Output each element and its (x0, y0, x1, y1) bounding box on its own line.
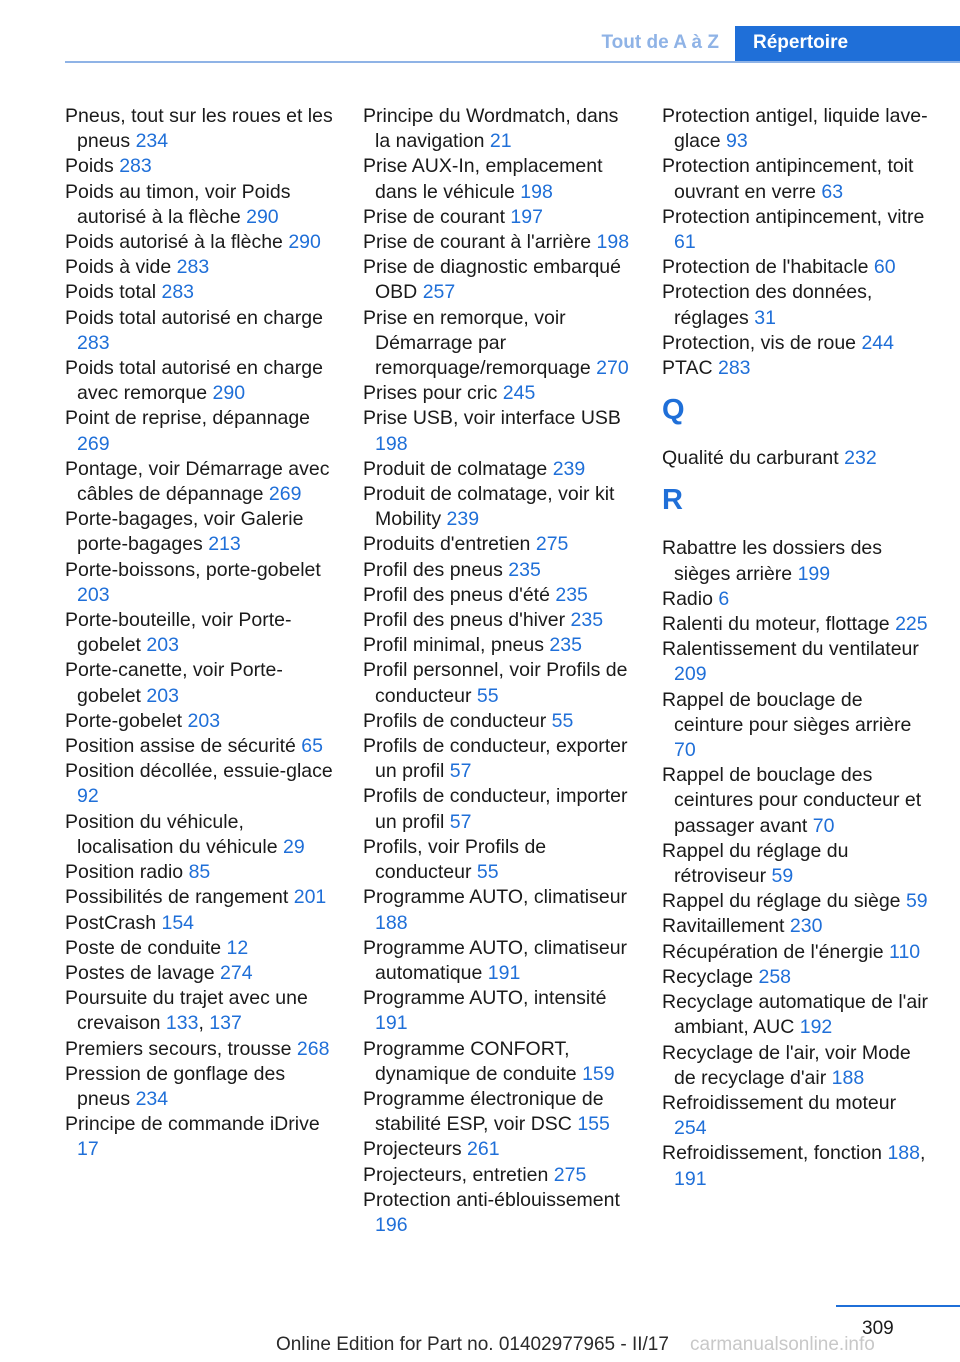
page-reference-link[interactable]: 261 (467, 1138, 500, 1161)
index-entry-text: Rappel de bouclage des ceintures pour conducteur et passager avant (662, 764, 922, 837)
index-entry-text: Prise de courant à l'arrière (363, 231, 592, 254)
index-entry-text: Recyclage de l'air, voir Mode de recyclage d'air (662, 1041, 911, 1089)
index-column-2 (363, 104, 635, 1238)
index-entry-text: Prise de diagnostic embarqué OBD (363, 256, 621, 304)
index-entry (363, 1188, 635, 1238)
index-entry-text: Position du véhicule, localisation du véhicule (65, 810, 278, 858)
index-entry-text: Rappel de bouclage de ceinture pour sièges arrière (662, 688, 912, 736)
index-entry (65, 406, 337, 456)
page-reference-link[interactable]: 235 (508, 558, 541, 581)
page-reference-link[interactable]: 275 (553, 1163, 587, 1186)
index-letter-heading: Q (662, 394, 685, 427)
index-entry (662, 1091, 934, 1141)
index-entry (65, 255, 337, 280)
index-entry-text: Poids à vide (65, 256, 172, 279)
page-reference-link[interactable]: 188 (831, 1066, 865, 1089)
index-entry (65, 1062, 337, 1112)
index-entry (65, 961, 337, 986)
page-reference-link[interactable]: 245 (502, 382, 536, 405)
page-reference-link[interactable]: 191 (674, 1167, 707, 1190)
page-reference-link[interactable]: 269 (77, 432, 110, 455)
index-entry-text: Pneus, tout sur les roues et les pneus (65, 105, 333, 153)
page-reference-link[interactable]: 283 (717, 357, 751, 380)
index-entry (662, 154, 934, 204)
index-entry (363, 936, 635, 986)
index-entry-text: Poste de conduite (65, 936, 222, 959)
index-entry (662, 839, 934, 889)
index-entry-text: Programme AUTO, intensité (363, 987, 607, 1010)
index-entry-text: Produit de colmatage (363, 457, 548, 480)
index-entry-text: Pontage, voir Démarrage avec câbles de dépannage (65, 457, 330, 506)
page-reference-link[interactable]: 70 (812, 814, 835, 837)
page-reference-link[interactable]: 213 (208, 533, 241, 556)
page-reference-link[interactable]: 65 (301, 735, 323, 758)
index-entry (363, 205, 635, 230)
page-reference-link[interactable]: 283 (77, 331, 110, 354)
index-entry-text: Profil des pneus (363, 558, 503, 581)
index-entry (65, 1037, 337, 1062)
index-entry (662, 255, 934, 280)
index-entry-text: Protection des données, réglages (662, 281, 873, 329)
page-reference-link[interactable]: 55 (551, 709, 574, 732)
index-entry-text: Recyclage (662, 965, 754, 988)
index-entry-text: Porte-gobelet (65, 709, 183, 732)
index-entry (662, 1041, 934, 1091)
index-entry-text: Principe du Wordmatch, dans la navigation (363, 105, 619, 153)
index-entry-text: Profils de conducteur, exporter un profil (363, 735, 628, 783)
index-entry-text: Protection de l'habitacle (662, 256, 869, 279)
index-entry (662, 331, 934, 356)
page-reference-link[interactable]: 133 (165, 1012, 199, 1035)
index-entry (65, 356, 337, 406)
index-entry-text: Protection antigel, liquide lave-glace (662, 105, 928, 153)
index-entry-text: Poids total (65, 281, 157, 304)
index-entry (662, 914, 934, 939)
index-entry-text: Prises pour cric (363, 382, 498, 405)
index-entry (363, 658, 635, 708)
page-reference-link[interactable]: 154 (161, 911, 195, 934)
index-entry-text: Profils, voir Profils de conducteur (363, 835, 547, 884)
index-entry-text: Poursuite du trajet avec une crevaison (65, 987, 308, 1035)
index-entry (662, 446, 934, 471)
index-entry-text: Profil minimal, pneus (363, 634, 544, 657)
index-entry-text: Prise AUX-In, emplacement dans le véhicule (363, 155, 603, 203)
page-reference-link[interactable]: 244 (861, 331, 894, 354)
index-entry-text: Recyclage automatique de l'air ambiant, AUC (662, 991, 929, 1039)
index-entry (65, 104, 337, 154)
page-reference-link[interactable]: 29 (282, 835, 305, 858)
index-entry (65, 911, 337, 936)
page-reference-link[interactable]: 203 (146, 634, 179, 657)
page-reference-link[interactable]: 191 (487, 961, 521, 984)
page-reference-link[interactable]: 159 (582, 1062, 615, 1085)
index-entry (662, 965, 934, 990)
index-entry-text: Poids total autorisé en charge (65, 306, 323, 329)
index-entry-text: Produit de colmatage, voir kit Mobility (363, 483, 615, 531)
page-reference-link[interactable]: 283 (176, 256, 210, 279)
index-letter-heading: R (662, 484, 683, 517)
page-reference-link[interactable]: 110 (889, 940, 921, 963)
index-entry-text: Poids total autorisé en charge avec remorque (65, 357, 323, 405)
index-entry-text: Prise USB, voir interface USB (363, 407, 621, 430)
index-entry-text: Rabattre les dossiers des sièges arrière (662, 537, 883, 585)
index-entry-text: Position assise de sécurité (65, 735, 296, 758)
index-entry-text: Refroidissement, fonction (662, 1142, 883, 1165)
index-entry-text: Projecteurs, entretien (363, 1163, 549, 1186)
index-entry-text: Récupération de l'énergie (662, 940, 884, 963)
page-reference-link[interactable]: 6 (718, 587, 730, 610)
index-entry-text: Protection antipincement, vitre (662, 205, 925, 228)
index-entry (662, 763, 934, 839)
page-reference-link[interactable]: 235 (549, 634, 582, 657)
index-entry (65, 280, 337, 305)
page-reference-link[interactable]: 290 (246, 205, 279, 228)
index-entry (662, 990, 934, 1040)
page-reference-link[interactable]: 63 (821, 180, 844, 203)
index-entry-text: Prise de courant (363, 205, 505, 228)
index-entry (65, 180, 337, 230)
index-entry (363, 1037, 635, 1087)
index-entry (65, 860, 337, 885)
index-entry-text: Porte-canette, voir Porte-gobelet (65, 659, 283, 707)
page-reference-link[interactable]: 203 (146, 684, 179, 707)
page-reference-link[interactable]: 234 (135, 130, 169, 153)
index-entry-text: Ralenti du moteur, flottage (662, 613, 890, 636)
index-entry-text: Projecteurs (363, 1138, 462, 1161)
page-reference-link[interactable]: 188 (375, 911, 408, 934)
page-reference-link[interactable]: 21 (489, 130, 512, 153)
index-entry-text: PTAC (662, 357, 713, 380)
index-entry (65, 709, 337, 734)
page-reference-link[interactable]: 269 (268, 483, 302, 506)
index-entry-text: Ravitaillement (662, 915, 785, 938)
index-entry-text: Refroidissement du moteur (662, 1091, 897, 1114)
index-entry-text: Porte-bagages, voir Galerie porte-bagages (65, 508, 304, 556)
index-entry-text: Prise en remorque, voir Démarrage par remorquage/remorquage (363, 306, 591, 380)
index-entry (363, 532, 635, 557)
page-reference-link[interactable]: 155 (577, 1113, 610, 1136)
index-entry (363, 784, 635, 834)
index-entry (662, 205, 934, 255)
index-entry-text: Position radio (65, 861, 184, 884)
index-entry (65, 658, 337, 708)
index-entry (662, 280, 934, 330)
index-entry-text: Porte-boissons, porte-gobelet (65, 558, 321, 581)
page-reference-link[interactable]: 270 (596, 357, 629, 380)
index-entry-text: Pression de gonflage des pneus (65, 1062, 286, 1110)
page-reference-link[interactable]: 198 (375, 432, 408, 455)
page-reference-link[interactable]: 235 (555, 583, 588, 606)
index-entry (363, 104, 635, 154)
page-reference-link[interactable]: 93 (726, 130, 748, 153)
index-entry-text: Principe de commande iDrive (65, 1113, 320, 1136)
index-entry-text: Produits d'entretien (363, 533, 531, 556)
index-column-3 (662, 104, 934, 1192)
index-entry (363, 306, 635, 382)
page-reference-link[interactable]: 31 (754, 306, 776, 329)
index-entry-text: Porte-bouteille, voir Porte-gobelet (65, 609, 292, 657)
index-entry: Poursuite du trajet avec une crevaison 133, 137 (65, 987, 308, 1035)
page-reference-link[interactable]: 239 (446, 508, 480, 531)
edition-note: Online Edition for Part no. 01402977965 - II/17 (276, 1334, 669, 1355)
page-reference-link[interactable]: 283 (119, 155, 152, 178)
index-entry (363, 709, 635, 734)
index-entry (662, 104, 934, 154)
index-entry-text: Premiers secours, trousse (65, 1037, 292, 1060)
index-entry (662, 612, 934, 637)
page-reference-link[interactable]: 12 (226, 936, 249, 959)
page-reference-link[interactable]: 283 (161, 281, 195, 304)
page-reference-link[interactable]: 203 (77, 583, 110, 606)
index-entry-text: Profil des pneus d'hiver (363, 609, 566, 632)
index-entry (363, 457, 635, 482)
index-entry (65, 810, 337, 860)
index-entry-text: Poids autorisé à la flèche (65, 231, 283, 254)
index-entry (363, 230, 635, 255)
index-entry (662, 536, 934, 586)
index-entry-text: Ralentissement du ventilateur (662, 638, 919, 661)
page-reference-link[interactable]: 57 (449, 810, 472, 833)
index-entry (662, 637, 934, 687)
index-entry-text: Programme électronique de stabilité ESP, voir DSC (363, 1087, 604, 1136)
page-reference-link[interactable]: 258 (758, 965, 792, 988)
page-reference-link[interactable]: 60 (873, 256, 896, 279)
index-entry-text: Rappel du réglage du siège (662, 890, 901, 913)
page-reference-link[interactable]: 197 (510, 205, 543, 228)
page-reference-link[interactable]: 201 (293, 886, 327, 909)
index-entry (363, 583, 635, 608)
index-entry (65, 154, 337, 179)
index-entry-text: Profil personnel, voir Profils de conducteur (363, 659, 628, 707)
index-entry (65, 885, 337, 910)
index-entry (65, 306, 337, 356)
page-reference-link[interactable]: 232 (844, 447, 877, 470)
page-reference-link[interactable]: 59 (771, 865, 794, 888)
index-entry-text: Poids au timon, voir Poids autorisé à la flèche (65, 180, 291, 228)
index-entry-text: Profil des pneus d'été (363, 583, 550, 606)
page-reference-link[interactable]: 239 (552, 457, 586, 480)
index-entry (363, 558, 635, 583)
index-entry (363, 482, 635, 532)
index-entry (65, 608, 337, 658)
index-entry-text: Postes de lavage (65, 961, 215, 984)
index-entry-text: Profils de conducteur (363, 709, 547, 732)
index-entry (65, 507, 337, 557)
index-entry (65, 734, 337, 759)
page-reference-link[interactable]: 137 (209, 1012, 242, 1035)
index-entry (662, 940, 934, 965)
page-reference-link[interactable]: 230 (789, 915, 823, 938)
page-reference-link[interactable]: 196 (375, 1213, 408, 1236)
index-entry-text: Protection, vis de roue (662, 331, 857, 354)
index-entry (363, 381, 635, 406)
index-entry (662, 587, 934, 612)
index-entry (363, 406, 635, 456)
page-number: 309 (862, 1318, 894, 1339)
page-reference-link[interactable]: 59 (905, 890, 928, 913)
page-reference-link[interactable]: 198 (596, 231, 630, 254)
watermark: carmanualsonline.info (690, 1334, 875, 1355)
page-reference-link[interactable]: 268 (296, 1037, 330, 1060)
page-header (65, 26, 960, 62)
page-reference-link[interactable]: 192 (799, 1016, 833, 1039)
index-entry-text: Possibilités de rangement (65, 886, 289, 909)
index-entry-text: Programme AUTO, climatiseur automatique (363, 936, 628, 984)
index-entry-text: Point de reprise, dépannage (65, 407, 311, 430)
page-reference-link[interactable]: 57 (449, 760, 472, 783)
page-reference-link[interactable]: 17 (77, 1138, 99, 1161)
index-entry (65, 558, 337, 608)
index-entry (65, 1112, 337, 1162)
index-entry-text: Programme CONFORT, dynamique de conduite (363, 1037, 577, 1085)
index-entry (363, 154, 635, 204)
page-reference-link[interactable]: 199 (797, 562, 831, 585)
index-entry (363, 734, 635, 784)
page-reference-link[interactable]: 55 (476, 861, 499, 884)
index-entry-text: Programme AUTO, climatiseur (363, 886, 628, 909)
page-reference-link[interactable]: 61 (674, 231, 696, 254)
index-entry (363, 1137, 635, 1162)
index-entry-text: Radio (662, 587, 713, 610)
index-entry (363, 986, 635, 1036)
page-reference-link[interactable]: 198 (520, 180, 553, 203)
index-entry (65, 457, 337, 507)
page-reference-link[interactable]: 274 (220, 961, 253, 984)
index-entry (662, 356, 934, 381)
page-reference-link[interactable]: 290 (288, 231, 321, 254)
index-entry-text: Protection anti-éblouissement (363, 1188, 620, 1211)
index-entry (363, 633, 635, 658)
page-reference-link[interactable]: 55 (476, 684, 499, 707)
index-column-1 (65, 104, 337, 1163)
index-entry-text: Qualité du carburant (662, 447, 839, 470)
page-reference-link[interactable]: 85 (188, 861, 211, 884)
index-entry-text: Rappel du réglage du rétroviseur (662, 839, 849, 888)
footer-divider (836, 1305, 960, 1307)
index-entry (363, 255, 635, 305)
page-reference-link[interactable]: 290 (212, 382, 246, 405)
index-entry (363, 885, 635, 935)
page-reference-link[interactable]: 70 (674, 739, 696, 762)
page-reference-link[interactable]: 254 (674, 1117, 707, 1140)
active-section-tab[interactable]: Répertoire (735, 26, 960, 62)
index-entry (65, 936, 337, 961)
page-reference-link[interactable]: 191 (375, 1012, 408, 1035)
page-reference-link[interactable]: 92 (77, 785, 99, 808)
index-entry: Refroidissement, fonction 188, 191 (662, 1142, 926, 1190)
index-entry (662, 688, 934, 764)
index-entry (363, 835, 635, 885)
index-entry (363, 608, 635, 633)
page-reference-link[interactable]: 257 (422, 281, 456, 304)
index-entry (363, 1087, 635, 1137)
page-reference-link[interactable]: 225 (895, 613, 928, 636)
header-divider (65, 61, 960, 63)
index-entry-text: Poids (65, 155, 114, 178)
index-entry (363, 1163, 635, 1188)
page-reference-link[interactable]: 188 (887, 1142, 920, 1165)
page-reference-link[interactable]: 275 (535, 533, 569, 556)
index-entry (65, 230, 337, 255)
index-entry-text: Position décollée, essuie-glace (65, 760, 333, 783)
index-entry-text: Profils de conducteur, importer un profil (363, 785, 628, 833)
index-entry-text: PostCrash (65, 911, 157, 934)
index-entry-text: Protection antipincement, toit ouvrant en verre (662, 155, 914, 203)
section-tab[interactable]: Tout de A à Z (601, 32, 719, 53)
index-entry (662, 889, 934, 914)
page-reference-link[interactable]: 234 (135, 1087, 169, 1110)
page-reference-link[interactable]: 209 (674, 663, 707, 686)
page-reference-link[interactable]: 235 (570, 609, 604, 632)
page-reference-link[interactable]: 203 (187, 709, 221, 732)
index-entry (65, 759, 337, 809)
